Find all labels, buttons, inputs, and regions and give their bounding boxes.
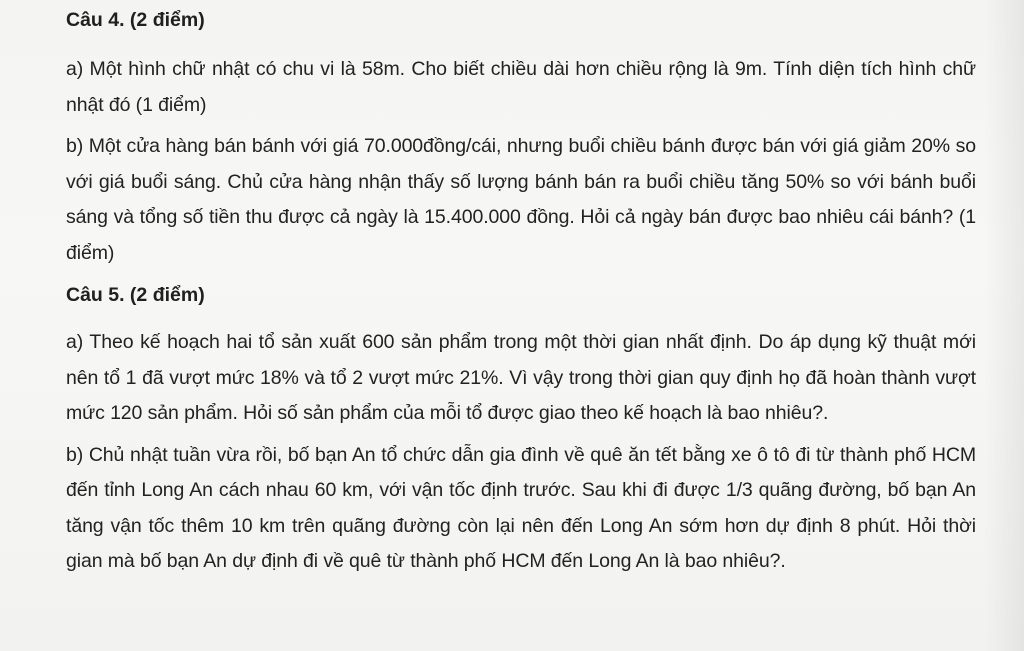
question-4b-text: b) Một cửa hàng bán bánh với giá 70.000đồng/cái, nhưng buổi chiều bánh được bán với giá giảm 20% so với giá buổi sáng. Chủ cửa hàng nhận thấy số lượng bánh bán ra buổi chiều tăng 50% so với bánh buổi sáng và tổng số tiền thu được cả ngày là 15.400.000 đồng. Hỏi cả ngày bán được bao nhiêu cái bánh? (1 điểm) [66,135,976,264]
question-5-heading: Câu 5. (2 điểm) [66,284,205,306]
question-5a-text: a) Theo kế hoạch hai tổ sản xuất 600 sản phẩm trong một thời gian nhất định. Do áp dụng kỹ thuật mới nên tổ 1 đã vượt mức 18% và tổ 2 vượt mức 21%. Vì vậy trong thời gian quy định họ đã hoàn thành vượt mức 120 sản phẩm. Hỏi số sản phẩm của mỗi tổ được giao theo kế hoạch là bao nhiêu?. [66,331,976,424]
question-4-heading: Câu 4. (2 điểm) [66,9,205,31]
question-4a-text: a) Một hình chữ nhật có chu vi là 58m. Cho biết chiều dài hơn chiều rộng là 9m. Tính diện tích hình chữ nhật đó (1 điểm) [66,58,976,116]
question-5b-text: b) Chủ nhật tuần vừa rồi, bố bạn An tổ chức dẫn gia đình về quê ăn tết bằng xe ô tô đi từ thành phố HCM đến tỉnh Long An cách nhau 60 km, với vận tốc định trước. Sau khi đi được 1/3 quãng đường, bố bạn An tăng vận tốc thêm 10 km trên quãng đường còn lại nên đến Long An sớm hơn dự định 8 phút. Hỏi thời gian mà bố bạn An dự định đi về quê từ thành phố HCM đến Long An là bao nhiêu?. [66,443,976,572]
